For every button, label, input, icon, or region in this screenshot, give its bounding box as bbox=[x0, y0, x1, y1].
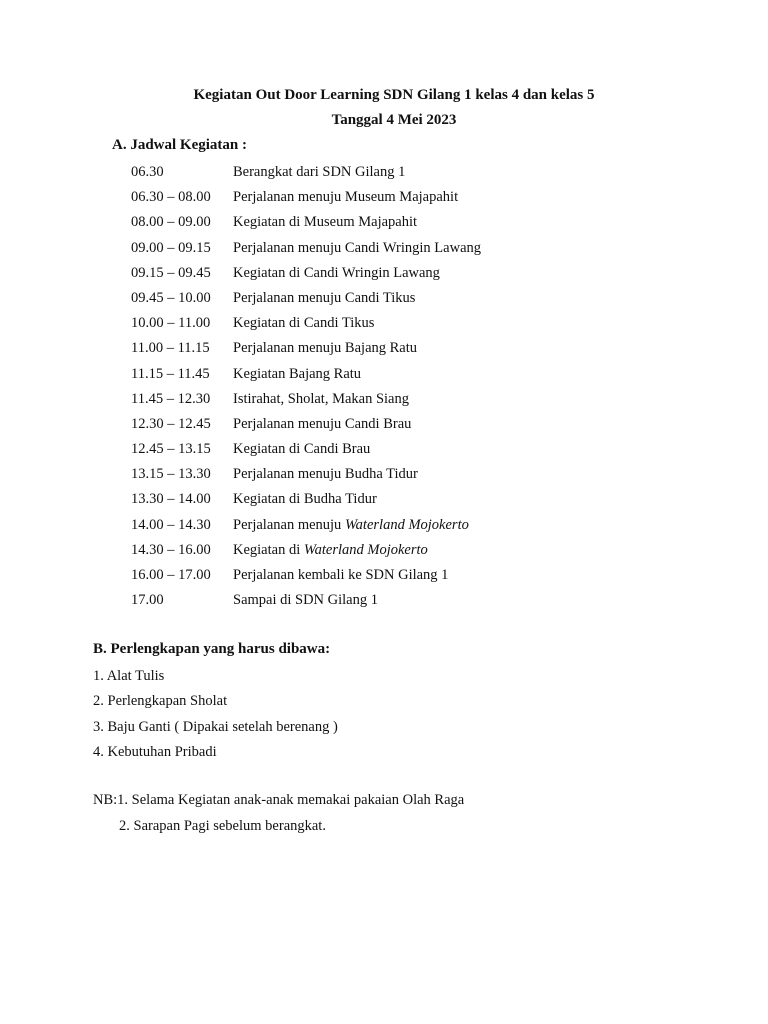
schedule-activity bbox=[233, 590, 378, 615]
schedule-time: 13.15 – 13.30 bbox=[131, 466, 211, 483]
schedule-time: 08.00 – 09.00 bbox=[131, 214, 211, 231]
schedule-time: 10.00 – 11.00 bbox=[131, 315, 211, 332]
schedule-time: 12.30 – 12.45 bbox=[131, 415, 211, 432]
schedule-time: 09.15 – 09.45 bbox=[131, 264, 211, 281]
schedule-activity-text: Sampai di SDN Gilang 1 bbox=[233, 592, 378, 609]
schedule-time: 14.00 – 14.30 bbox=[131, 516, 211, 533]
schedule-activity-text: Berangkat dari SDN Gilang 1 bbox=[233, 164, 406, 180]
schedule-activity-text: Perjalanan menuju Candi Brau bbox=[233, 415, 412, 432]
schedule-activity-text: Istirahat, Sholat, Makan Siang bbox=[233, 390, 409, 407]
schedule-row bbox=[131, 414, 481, 439]
schedule-time: 11.00 – 11.15 bbox=[131, 340, 210, 357]
schedule-time: 13.30 – 14.00 bbox=[131, 491, 211, 508]
schedule-row bbox=[131, 288, 481, 313]
schedule-activity bbox=[233, 187, 458, 212]
schedule-activity-place: Waterland Mojokerto bbox=[303, 541, 428, 558]
schedule-activity bbox=[233, 162, 405, 187]
schedule-time: 09.00 – 09.15 bbox=[131, 239, 211, 256]
schedule-row bbox=[131, 389, 481, 414]
schedule-activity bbox=[233, 565, 448, 590]
schedule-activity bbox=[233, 414, 411, 439]
schedule-activity-text: Kegiatan di bbox=[233, 541, 304, 558]
schedule-row bbox=[131, 439, 481, 464]
schedule-time: 11.45 – 12.30 bbox=[131, 390, 211, 407]
note-line-1: NB:1. Selama Kegiatan anak-anak memakai pakaian Olah Raga bbox=[93, 792, 465, 808]
schedule-row bbox=[131, 565, 481, 590]
schedule-row bbox=[131, 590, 481, 615]
schedule-activity bbox=[233, 313, 374, 338]
schedule-time: 11.15 – 11.45 bbox=[131, 365, 210, 382]
schedule-activity-text: Perjalanan menuju bbox=[233, 516, 345, 533]
schedule-row bbox=[131, 540, 481, 565]
equipment-item: 2. Perlengkapan Sholat bbox=[93, 693, 228, 710]
schedule-row bbox=[131, 464, 481, 489]
schedule-time: 09.45 – 10.00 bbox=[131, 289, 211, 306]
schedule-activity bbox=[233, 540, 428, 565]
equipment-item: 1. Alat Tulis bbox=[93, 668, 165, 684]
equipment-item: 4. Kebutuhan Pribadi bbox=[93, 743, 217, 760]
schedule-row bbox=[131, 187, 481, 212]
schedule-row bbox=[131, 162, 481, 187]
schedule-activity bbox=[233, 515, 469, 540]
schedule-activity-text: Kegiatan di Budha Tidur bbox=[233, 491, 377, 508]
schedule-row bbox=[131, 364, 481, 389]
schedule-activity bbox=[233, 288, 415, 313]
document-date: Tanggal 4 Mei 2023 bbox=[331, 112, 457, 128]
schedule-row bbox=[131, 313, 481, 338]
schedule-activity-place: Waterland Mojokerto bbox=[344, 516, 469, 533]
schedule-activity-text: Kegiatan di Candi Tikus bbox=[233, 315, 375, 332]
schedule-activity-text: Perjalanan kembali ke SDN Gilang 1 bbox=[233, 567, 449, 583]
schedule-activity bbox=[233, 338, 417, 363]
note-line-2: 2. Sarapan Pagi sebelum berangkat. bbox=[119, 818, 326, 834]
schedule-activity bbox=[233, 263, 440, 288]
schedule-row bbox=[131, 489, 481, 514]
schedule-activity-text: Kegiatan di Museum Majapahit bbox=[233, 214, 418, 231]
schedule-activity-text: Perjalanan menuju Bajang Ratu bbox=[233, 340, 418, 357]
schedule-activity-text: Perjalanan menuju Budha Tidur bbox=[233, 466, 418, 483]
schedule-activity bbox=[233, 212, 417, 237]
schedule-time: 06.30 bbox=[131, 164, 164, 180]
schedule-time: 16.00 – 17.00 bbox=[131, 567, 211, 583]
schedule-activity-text: Kegiatan di Candi Wringin Lawang bbox=[233, 264, 440, 281]
schedule-activity bbox=[233, 364, 361, 389]
schedule-time: 06.30 – 08.00 bbox=[131, 189, 211, 206]
schedule-activity bbox=[233, 439, 370, 464]
schedule-activity-text: Perjalanan menuju Candi Tikus bbox=[233, 289, 416, 306]
schedule-heading: A. Jadwal Kegiatan : bbox=[112, 137, 247, 153]
schedule-row bbox=[131, 515, 481, 540]
document-title: Kegiatan Out Door Learning SDN Gilang 1 kelas 4 dan kelas 5 bbox=[193, 87, 595, 103]
schedule-activity-text: Kegiatan Bajang Ratu bbox=[233, 365, 362, 382]
schedule-activity-text: Perjalanan menuju Candi Wringin Lawang bbox=[233, 239, 482, 256]
schedule-activity bbox=[233, 389, 409, 414]
schedule-time: 14.30 – 16.00 bbox=[131, 541, 211, 558]
schedule-activity bbox=[233, 464, 418, 489]
schedule-row bbox=[131, 212, 481, 237]
equipment-heading: B. Perlengkapan yang harus dibawa: bbox=[93, 641, 331, 657]
equipment-list bbox=[93, 666, 338, 767]
schedule-time: 12.45 – 13.15 bbox=[131, 441, 211, 458]
schedule-activity-text: Kegiatan di Candi Brau bbox=[233, 441, 371, 458]
schedule-row bbox=[131, 238, 481, 263]
schedule-activity bbox=[233, 238, 481, 263]
schedule-activity-text: Perjalanan menuju Museum Majapahit bbox=[233, 189, 459, 206]
schedule-time: 17.00 bbox=[131, 592, 164, 609]
schedule-activity bbox=[233, 489, 377, 514]
schedule-list bbox=[131, 162, 481, 615]
schedule-row bbox=[131, 263, 481, 288]
schedule-row bbox=[131, 338, 481, 363]
equipment-item: 3. Baju Ganti ( Dipakai setelah berenang ) bbox=[93, 718, 338, 735]
